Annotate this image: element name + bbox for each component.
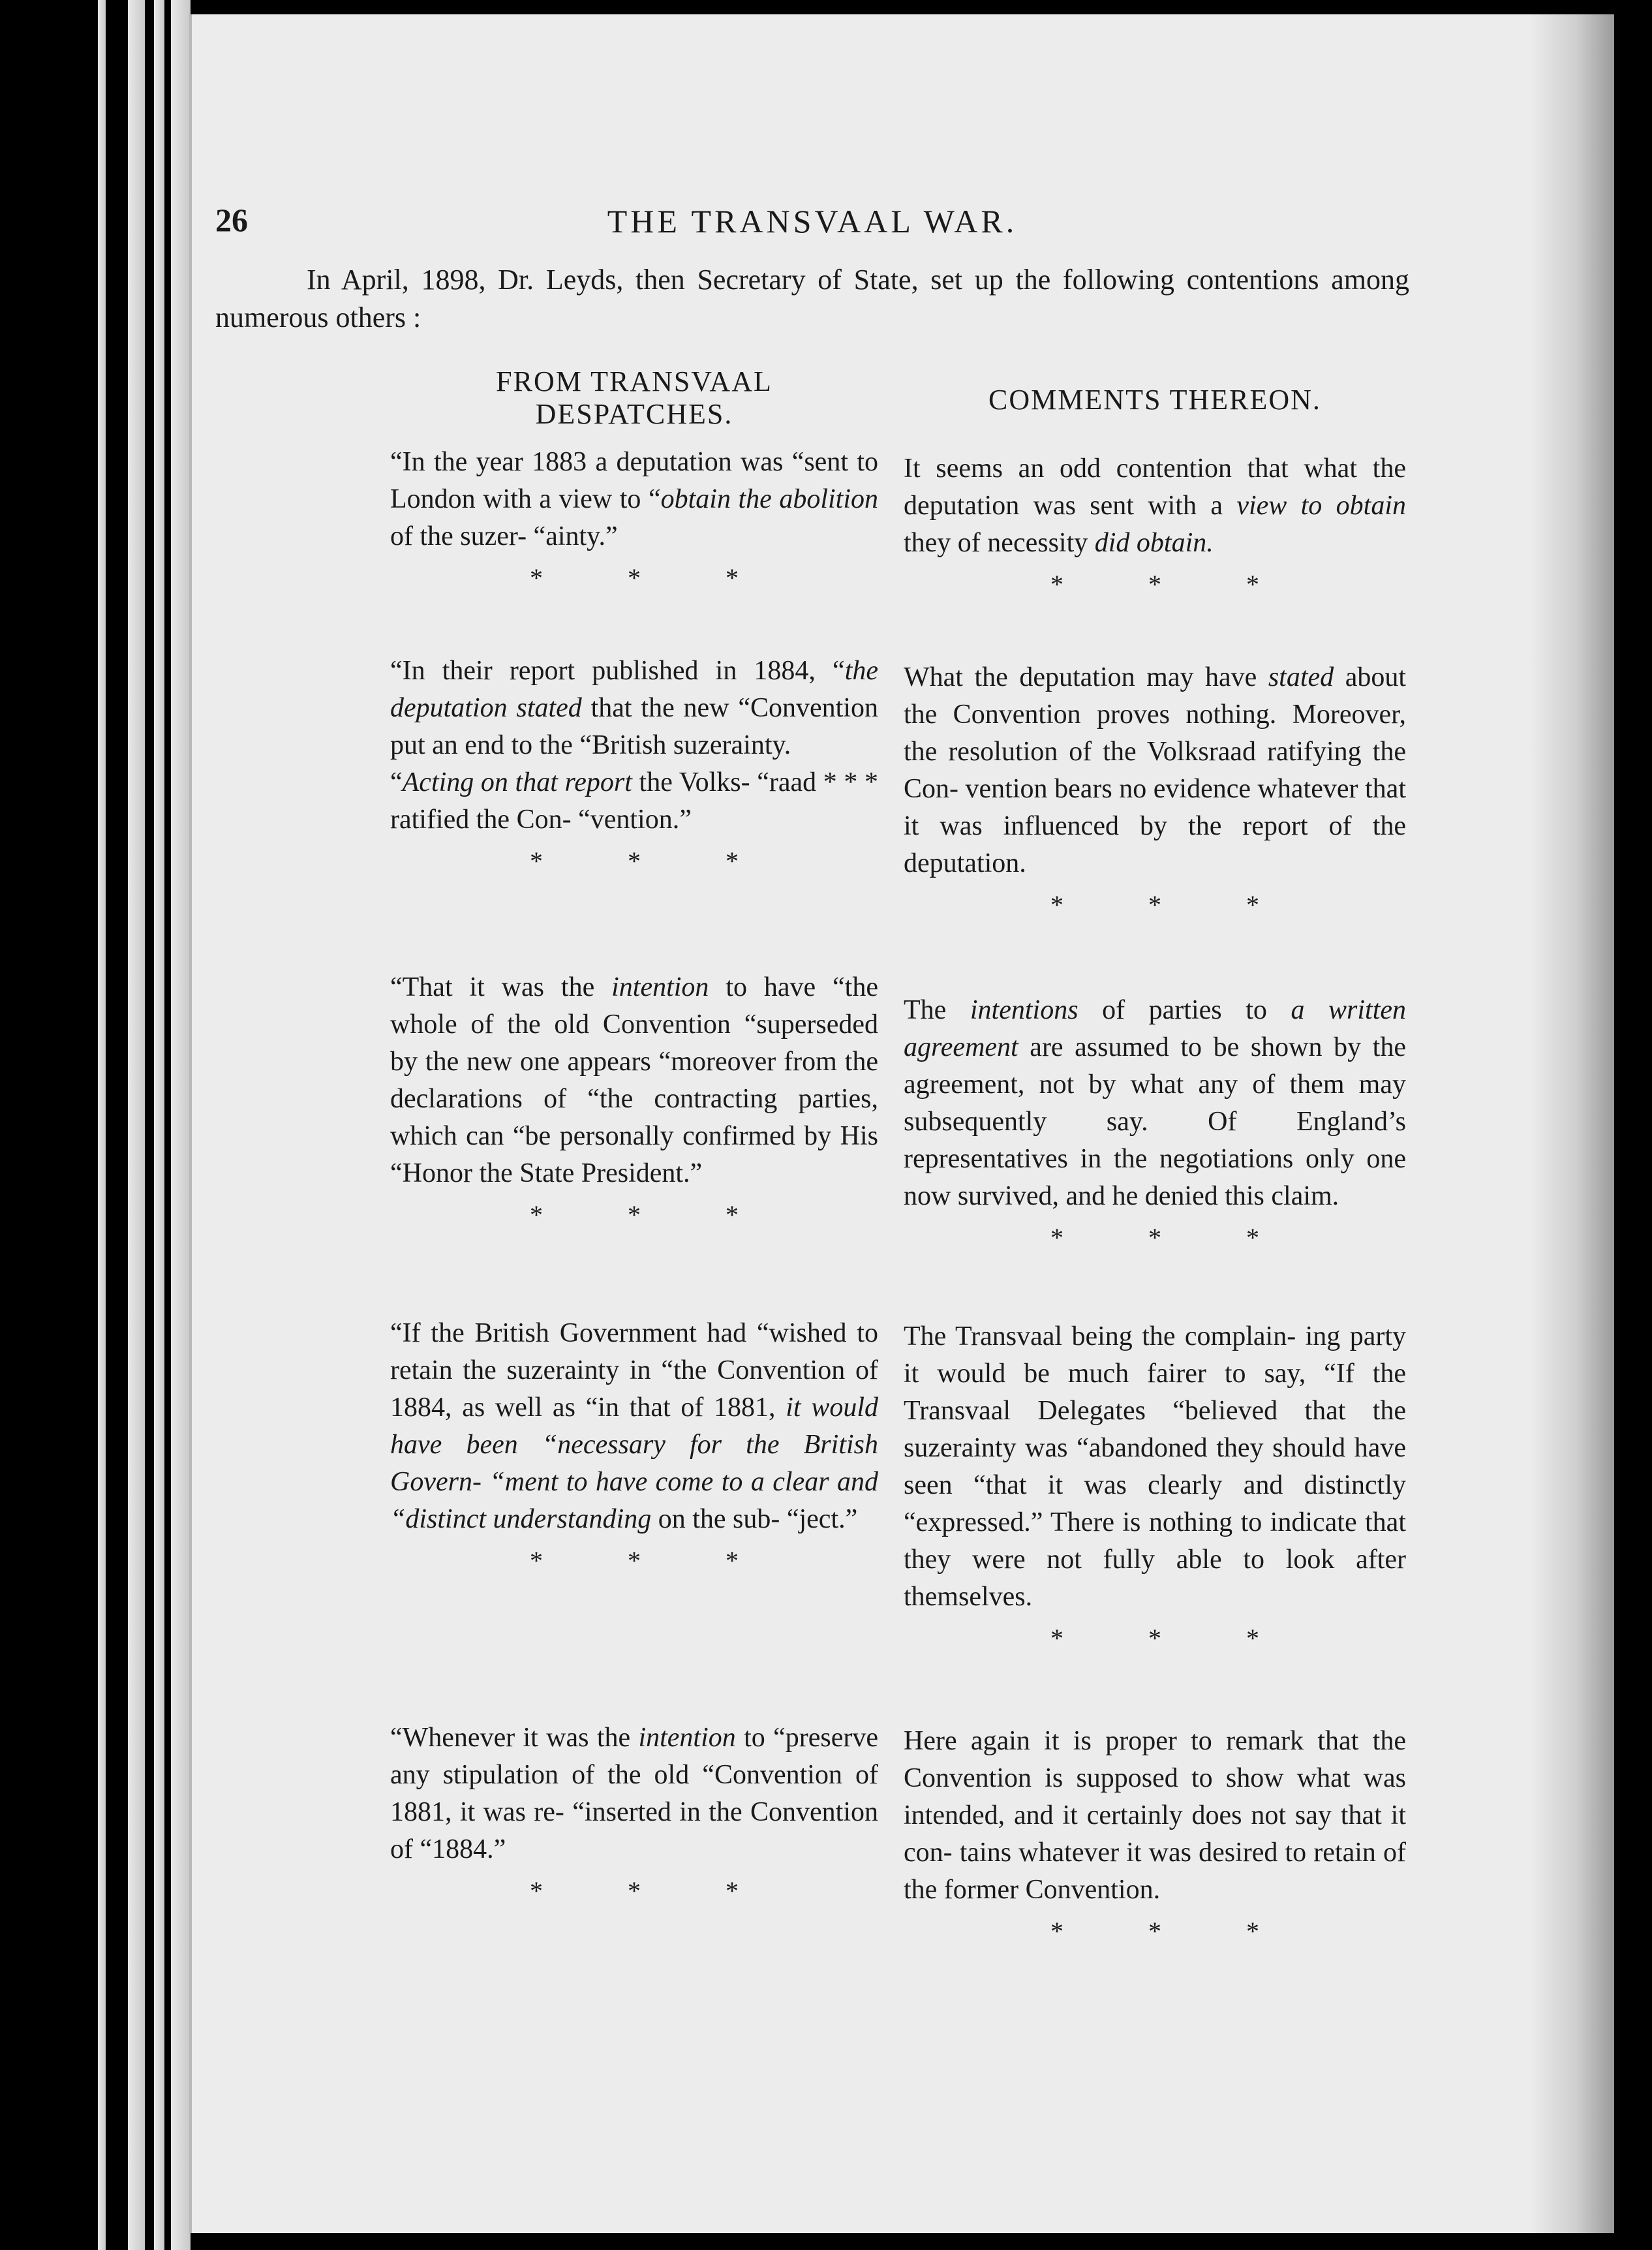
section-separator: * * * xyxy=(1050,1917,1298,1946)
left-heading-line: DESPATCHES. xyxy=(535,398,733,430)
left-entry xyxy=(390,969,878,1233)
italic-text: stated xyxy=(1268,662,1334,692)
running-title: THE TRANSVAAL WAR. xyxy=(607,203,1018,239)
page-edge-strip xyxy=(171,0,191,2250)
section-separator: * * * xyxy=(530,846,778,876)
entry-paragraph: The intentions of parties to a written agreement are assumed to be shown by the agreement, not by what any of them may subsequently say. Of England’s representatives in the negotiations only one now survived, and he denied this claim. xyxy=(904,995,1407,1211)
entry-paragraph: “In the year 1883 a deputation was “sent to London with a view to “obtain the abolition of the suzer- “ainty.” xyxy=(390,447,879,551)
italic-text: did obtain. xyxy=(1094,528,1214,558)
right-entry xyxy=(904,1318,1406,1657)
italic-text: Acting on that report xyxy=(402,767,632,797)
italic-text: intentions xyxy=(970,995,1078,1025)
italic-text: intention xyxy=(611,972,709,1002)
entry-paragraph: “If the British Government had “wished to retain the suzerainty in “the Convention of 1884, as well as “in that of 1881, it would have been “necessary for the British Govern- “ment to have come to a clear and “distinct understanding on the sub- “ject.” xyxy=(390,1318,878,1534)
page-header xyxy=(215,196,1409,248)
entry-paragraph: “Whenever it was the intention to “preserve any stipulation of the old “Convention of 1881, it was re- “inserted in the Convention of “1884.” xyxy=(390,1723,878,1864)
section-separator: * * * xyxy=(1050,1223,1298,1252)
page-gutter-shadow xyxy=(1529,14,1614,2233)
page-edge-strip xyxy=(98,0,106,2250)
left-column-heading xyxy=(390,365,878,444)
section-separator: * * * xyxy=(530,1200,778,1229)
italic-text: the deputation stated xyxy=(390,656,878,723)
right-entry xyxy=(904,992,1406,1256)
entry-paragraph: “In their report published in 1884, “the deputation stated that the new “Convention put an end to the “British suzerainty. xyxy=(390,656,878,760)
italic-text: a written agreement xyxy=(904,995,1407,1062)
entry-paragraph: “That it was the intention to have “the whole of the old Convention “superseded by the new one appears “moreover from the declarations of “the contracting parties, which can “be personally confirmed by His “Honor the State President.” xyxy=(390,972,878,1188)
italic-text: it would have been “necessary for the British Govern- “ment to have come to a clear and “distinct understanding xyxy=(390,1393,878,1534)
section-separator: * * * xyxy=(1050,890,1298,919)
right-entry xyxy=(904,1723,1406,1950)
section-separator: * * * xyxy=(530,563,778,593)
italic-text: obtain the abolition xyxy=(660,484,879,514)
entry-paragraph: What the deputation may have stated about the Convention proves nothing. Moreover, the resolution of the Volksraad ratifying the Con- vention bears no evidence whatever that it was influenced by the report of the deputation. xyxy=(904,662,1407,878)
entry-paragraph: The Transvaal being the complain- ing party it would be much fairer to say, “If the Transvaal Delegates “believed that the suzerainty was “abandoned they should have seen “that it was clearly and distinctly “expressed.” There is nothing to indicate that they were not fully able to look after themselves. xyxy=(904,1321,1406,1612)
left-heading-line: FROM TRANSVAAL xyxy=(496,365,772,397)
left-entry xyxy=(390,1315,878,1579)
book-edge xyxy=(0,0,196,2250)
left-entry xyxy=(390,1719,878,1909)
section-separator: * * * xyxy=(1050,570,1298,599)
right-entry xyxy=(904,450,1406,603)
left-column xyxy=(390,365,879,1905)
italic-text: view to obtain xyxy=(1236,491,1406,521)
section-separator: * * * xyxy=(1050,1624,1298,1653)
entry-paragraph: Here again it is proper to remark that the Convention is supposed to show what was intended, and it certainly does not say that it con- tains whatever it was desired to retain of the former Convention. xyxy=(904,1726,1406,1905)
section-separator: * * * xyxy=(530,1546,778,1575)
left-entry xyxy=(390,444,878,596)
entry-paragraph: It seems an odd contention that what the deputation was sent with a view to obtain they of necessity did obtain. xyxy=(904,454,1406,558)
right-entry xyxy=(904,659,1406,923)
left-entry xyxy=(390,653,878,880)
right-column-heading: COMMENTS THEREON. xyxy=(988,384,1321,416)
page-edge-strip xyxy=(154,0,164,2250)
right-column xyxy=(904,365,1407,1946)
page-edge-strip xyxy=(128,0,145,2250)
intro-paragraph: In April, 1898, Dr. Leyds, then Secretary of State, set up the following contentions among numerous others : xyxy=(215,264,1409,333)
section-separator: * * * xyxy=(530,1876,778,1905)
entry-paragraph: “Acting on that report the Volks- “raad * * * ratified the Con- “vention.” xyxy=(390,767,878,835)
italic-text: intention xyxy=(638,1723,736,1753)
page-number: 26 xyxy=(215,202,248,238)
